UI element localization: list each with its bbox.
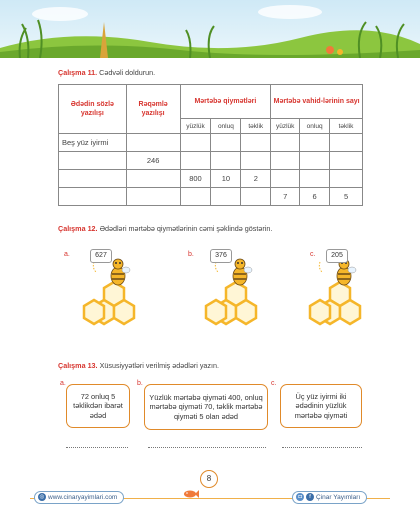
table-cell[interactable] xyxy=(126,170,180,188)
answer-line[interactable] xyxy=(148,447,266,448)
table-cell[interactable] xyxy=(271,134,300,152)
table-cell[interactable]: 800 xyxy=(180,170,211,188)
table-cell[interactable]: 5 xyxy=(330,188,363,206)
table-cell[interactable] xyxy=(271,152,300,170)
exercise-number: Çalışma 13. xyxy=(58,361,98,370)
number-box: 205 xyxy=(326,249,348,263)
table-row xyxy=(59,188,363,206)
table-cell[interactable] xyxy=(241,188,271,206)
table-row xyxy=(59,170,363,188)
table-cell[interactable] xyxy=(59,152,127,170)
header-digits: Rəqəmlə yazılışı xyxy=(126,85,180,134)
exercise-number: Çalışma 12. xyxy=(58,224,98,233)
property-card xyxy=(66,384,130,428)
number-box: 376 xyxy=(210,249,232,263)
table-row xyxy=(59,152,363,170)
table-cell[interactable] xyxy=(126,188,180,206)
table-cell[interactable] xyxy=(211,152,241,170)
table-cell[interactable] xyxy=(59,188,127,206)
table-cell[interactable] xyxy=(300,134,330,152)
table-cell[interactable]: 2 xyxy=(241,170,271,188)
table-cell[interactable] xyxy=(180,134,211,152)
honeycomb-bee-icon xyxy=(74,246,154,336)
table-cell[interactable] xyxy=(241,152,271,170)
table-cell[interactable] xyxy=(180,152,211,170)
exercise-instruction: Cədvəli doldurun. xyxy=(99,68,156,77)
exercise-instruction: Xüsusiyyətləri verilmiş ədədləri yazın. xyxy=(99,361,219,370)
publisher-text: Çinar Yayımları xyxy=(316,494,361,501)
table-cell[interactable] xyxy=(300,170,330,188)
item-letter: c. xyxy=(310,251,316,258)
table-cell[interactable] xyxy=(300,152,330,170)
instagram-icon: ◘ xyxy=(296,493,304,501)
subheader-cell: yüzlük xyxy=(271,119,300,134)
website-text: www.cinaryayimlari.com xyxy=(48,494,118,501)
table-cell[interactable] xyxy=(330,152,363,170)
card-text: 72 onluq 5 təklikdən ibarət ədəd xyxy=(73,391,123,420)
table-row xyxy=(59,134,363,152)
subheader-cell: təklik xyxy=(330,119,363,134)
table-cell[interactable]: 6 xyxy=(300,188,330,206)
card-letter: a. xyxy=(60,380,66,387)
card-text: Yüzlük mərtəbə qiyməti 400, onluq mərtəbə qiyməti 70, təklik mərtəbə qiyməti 5 olan ədəd xyxy=(149,392,263,421)
subheader-cell: təklik xyxy=(241,119,271,134)
website-link[interactable] xyxy=(34,491,124,504)
answer-line[interactable] xyxy=(282,447,362,448)
table-cell[interactable]: 246 xyxy=(126,152,180,170)
facebook-icon: f xyxy=(306,493,314,501)
exercise-instruction: Ədədləri mərtəbə qiymətlərinin cəmi şəklində göstərin. xyxy=(99,224,273,233)
fish-icon xyxy=(183,489,199,499)
exercise-12-title xyxy=(58,224,272,233)
card-letter: c. xyxy=(271,380,277,387)
subheader-cell: onluq xyxy=(300,119,330,134)
subheader-cell: onluq xyxy=(211,119,241,134)
exercise-13-title xyxy=(58,361,219,370)
header-words: Ədədin sözlə yazılışı xyxy=(59,85,127,134)
header-place-value: Mərtəbə qiymətləri xyxy=(180,85,271,119)
table-cell[interactable] xyxy=(241,134,271,152)
publisher-social[interactable] xyxy=(292,491,367,504)
header-banner xyxy=(0,0,420,58)
exercise-11-title xyxy=(58,68,155,77)
table-cell[interactable] xyxy=(126,134,180,152)
table-cell[interactable] xyxy=(211,188,241,206)
card-letter: b. xyxy=(137,380,143,387)
property-card xyxy=(280,384,362,428)
table-cell[interactable] xyxy=(59,170,127,188)
item-letter: b. xyxy=(188,251,194,258)
header-place-units: Mərtəbə vahid-lərinin sayı xyxy=(271,85,363,119)
table-cell[interactable] xyxy=(211,134,241,152)
property-card xyxy=(144,384,268,430)
table-cell[interactable]: 10 xyxy=(211,170,241,188)
table-cell[interactable] xyxy=(330,170,363,188)
table-cell[interactable] xyxy=(330,134,363,152)
table-cell[interactable]: Beş yüz iyirmi xyxy=(59,134,127,152)
exercise-number: Çalışma 11. xyxy=(58,68,98,77)
table-cell[interactable] xyxy=(180,188,211,206)
place-value-table xyxy=(58,84,363,206)
table-cell[interactable] xyxy=(271,170,300,188)
card-text: Üç yüz iyirmi iki ədədinin yüzlük mərtəbə qiyməti xyxy=(294,391,348,420)
table-cell[interactable]: 7 xyxy=(271,188,300,206)
subheader-cell: yüzlük xyxy=(180,119,211,134)
globe-icon: ◎ xyxy=(39,494,45,501)
number-box: 627 xyxy=(90,249,112,263)
honeycomb-bee-icon xyxy=(196,246,276,336)
answer-line[interactable] xyxy=(66,447,128,448)
item-letter: a. xyxy=(64,251,70,258)
page-number: 8 xyxy=(200,470,218,488)
